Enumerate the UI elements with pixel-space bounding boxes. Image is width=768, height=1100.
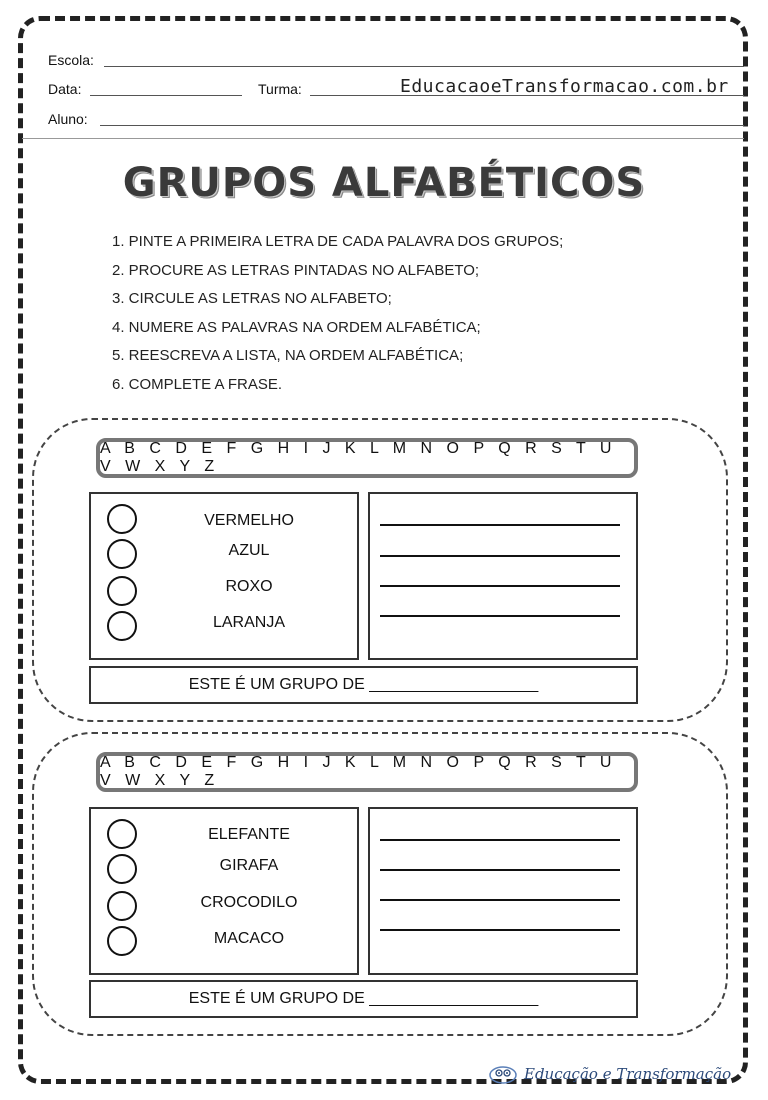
number-circle[interactable] — [107, 926, 137, 956]
header-divider — [22, 138, 744, 139]
number-circle[interactable] — [107, 819, 137, 849]
instruction-item: 3. CIRCULE AS LETRAS NO ALFABETO; — [112, 290, 392, 307]
word-label: ELEFANTE — [208, 826, 290, 843]
answer-lines-box-2 — [368, 807, 638, 975]
instruction-item: 4. NUMERE AS PALAVRAS NA ORDEM ALFABÉTICA; — [112, 318, 481, 336]
answer-line[interactable] — [380, 555, 620, 557]
instructions-list — [112, 228, 563, 399]
number-circle[interactable] — [107, 854, 137, 884]
escola-field[interactable] — [104, 66, 744, 67]
page-title: GRUPOS ALFABÉTICOS — [122, 160, 646, 206]
data-field[interactable] — [90, 95, 242, 96]
word-list-box-1 — [89, 492, 359, 660]
answer-line[interactable] — [380, 585, 620, 587]
aluno-label: Aluno: — [48, 111, 88, 127]
footer-brand-text: Educação e Transformação — [524, 1065, 732, 1083]
footer-brand — [488, 1063, 731, 1085]
word-row — [91, 854, 357, 888]
alphabet-strip-1[interactable]: A B C D E F G H I J K L M N O P Q R S T U V W X Y Z — [96, 438, 638, 478]
number-circle[interactable] — [107, 504, 137, 534]
turma-label: Turma: — [258, 81, 302, 97]
instruction-item: 1. PINTE A PRIMEIRA LETRA DE CADA PALAVRA DOS GRUPOS; — [112, 233, 564, 250]
number-circle[interactable] — [107, 611, 137, 641]
instruction-item: 6. COMPLETE A FRASE. — [112, 375, 283, 393]
word-row — [91, 576, 357, 610]
alphabet-strip-2[interactable]: A B C D E F G H I J K L M N O P Q R S T U V W X Y Z — [96, 752, 638, 792]
word-label: AZUL — [228, 542, 270, 559]
number-circle[interactable] — [107, 576, 137, 606]
complete-sentence-1[interactable]: ESTE É UM GRUPO DE ___________________ — [89, 666, 638, 704]
word-label: VERMELHO — [204, 512, 294, 529]
word-row — [91, 891, 357, 925]
answer-line[interactable] — [380, 929, 620, 931]
answer-line[interactable] — [380, 615, 620, 617]
word-list-box-2 — [89, 807, 359, 975]
aluno-field[interactable] — [100, 125, 744, 126]
word-row — [91, 539, 357, 573]
answer-line[interactable] — [380, 839, 620, 841]
word-label: CROCODILO — [200, 894, 298, 911]
answer-line[interactable] — [380, 869, 620, 871]
data-label: Data: — [48, 81, 82, 97]
instruction-item: 2. PROCURE AS LETRAS PINTADAS NO ALFABETO; — [112, 261, 480, 279]
word-row — [91, 819, 357, 853]
word-label: ROXO — [225, 578, 273, 595]
owl-logo-icon — [488, 1063, 518, 1085]
answer-lines-box-1 — [368, 492, 638, 660]
word-label: MACACO — [213, 930, 285, 947]
answer-line[interactable] — [380, 524, 620, 526]
word-row — [91, 504, 357, 538]
answer-line[interactable] — [380, 899, 620, 901]
word-label: LARANJA — [212, 614, 286, 631]
word-row — [91, 611, 357, 645]
escola-label: Escola: — [48, 52, 94, 68]
word-row — [91, 926, 357, 960]
complete-sentence-2[interactable]: ESTE É UM GRUPO DE ___________________ — [89, 980, 638, 1018]
instruction-item: 5. REESCREVA A LISTA, NA ORDEM ALFABÉTICA; — [112, 347, 464, 364]
site-watermark: EducacaoeTransformacao.com.br — [400, 76, 729, 97]
number-circle[interactable] — [107, 539, 137, 569]
number-circle[interactable] — [107, 891, 137, 921]
word-label: GIRAFA — [219, 857, 279, 874]
